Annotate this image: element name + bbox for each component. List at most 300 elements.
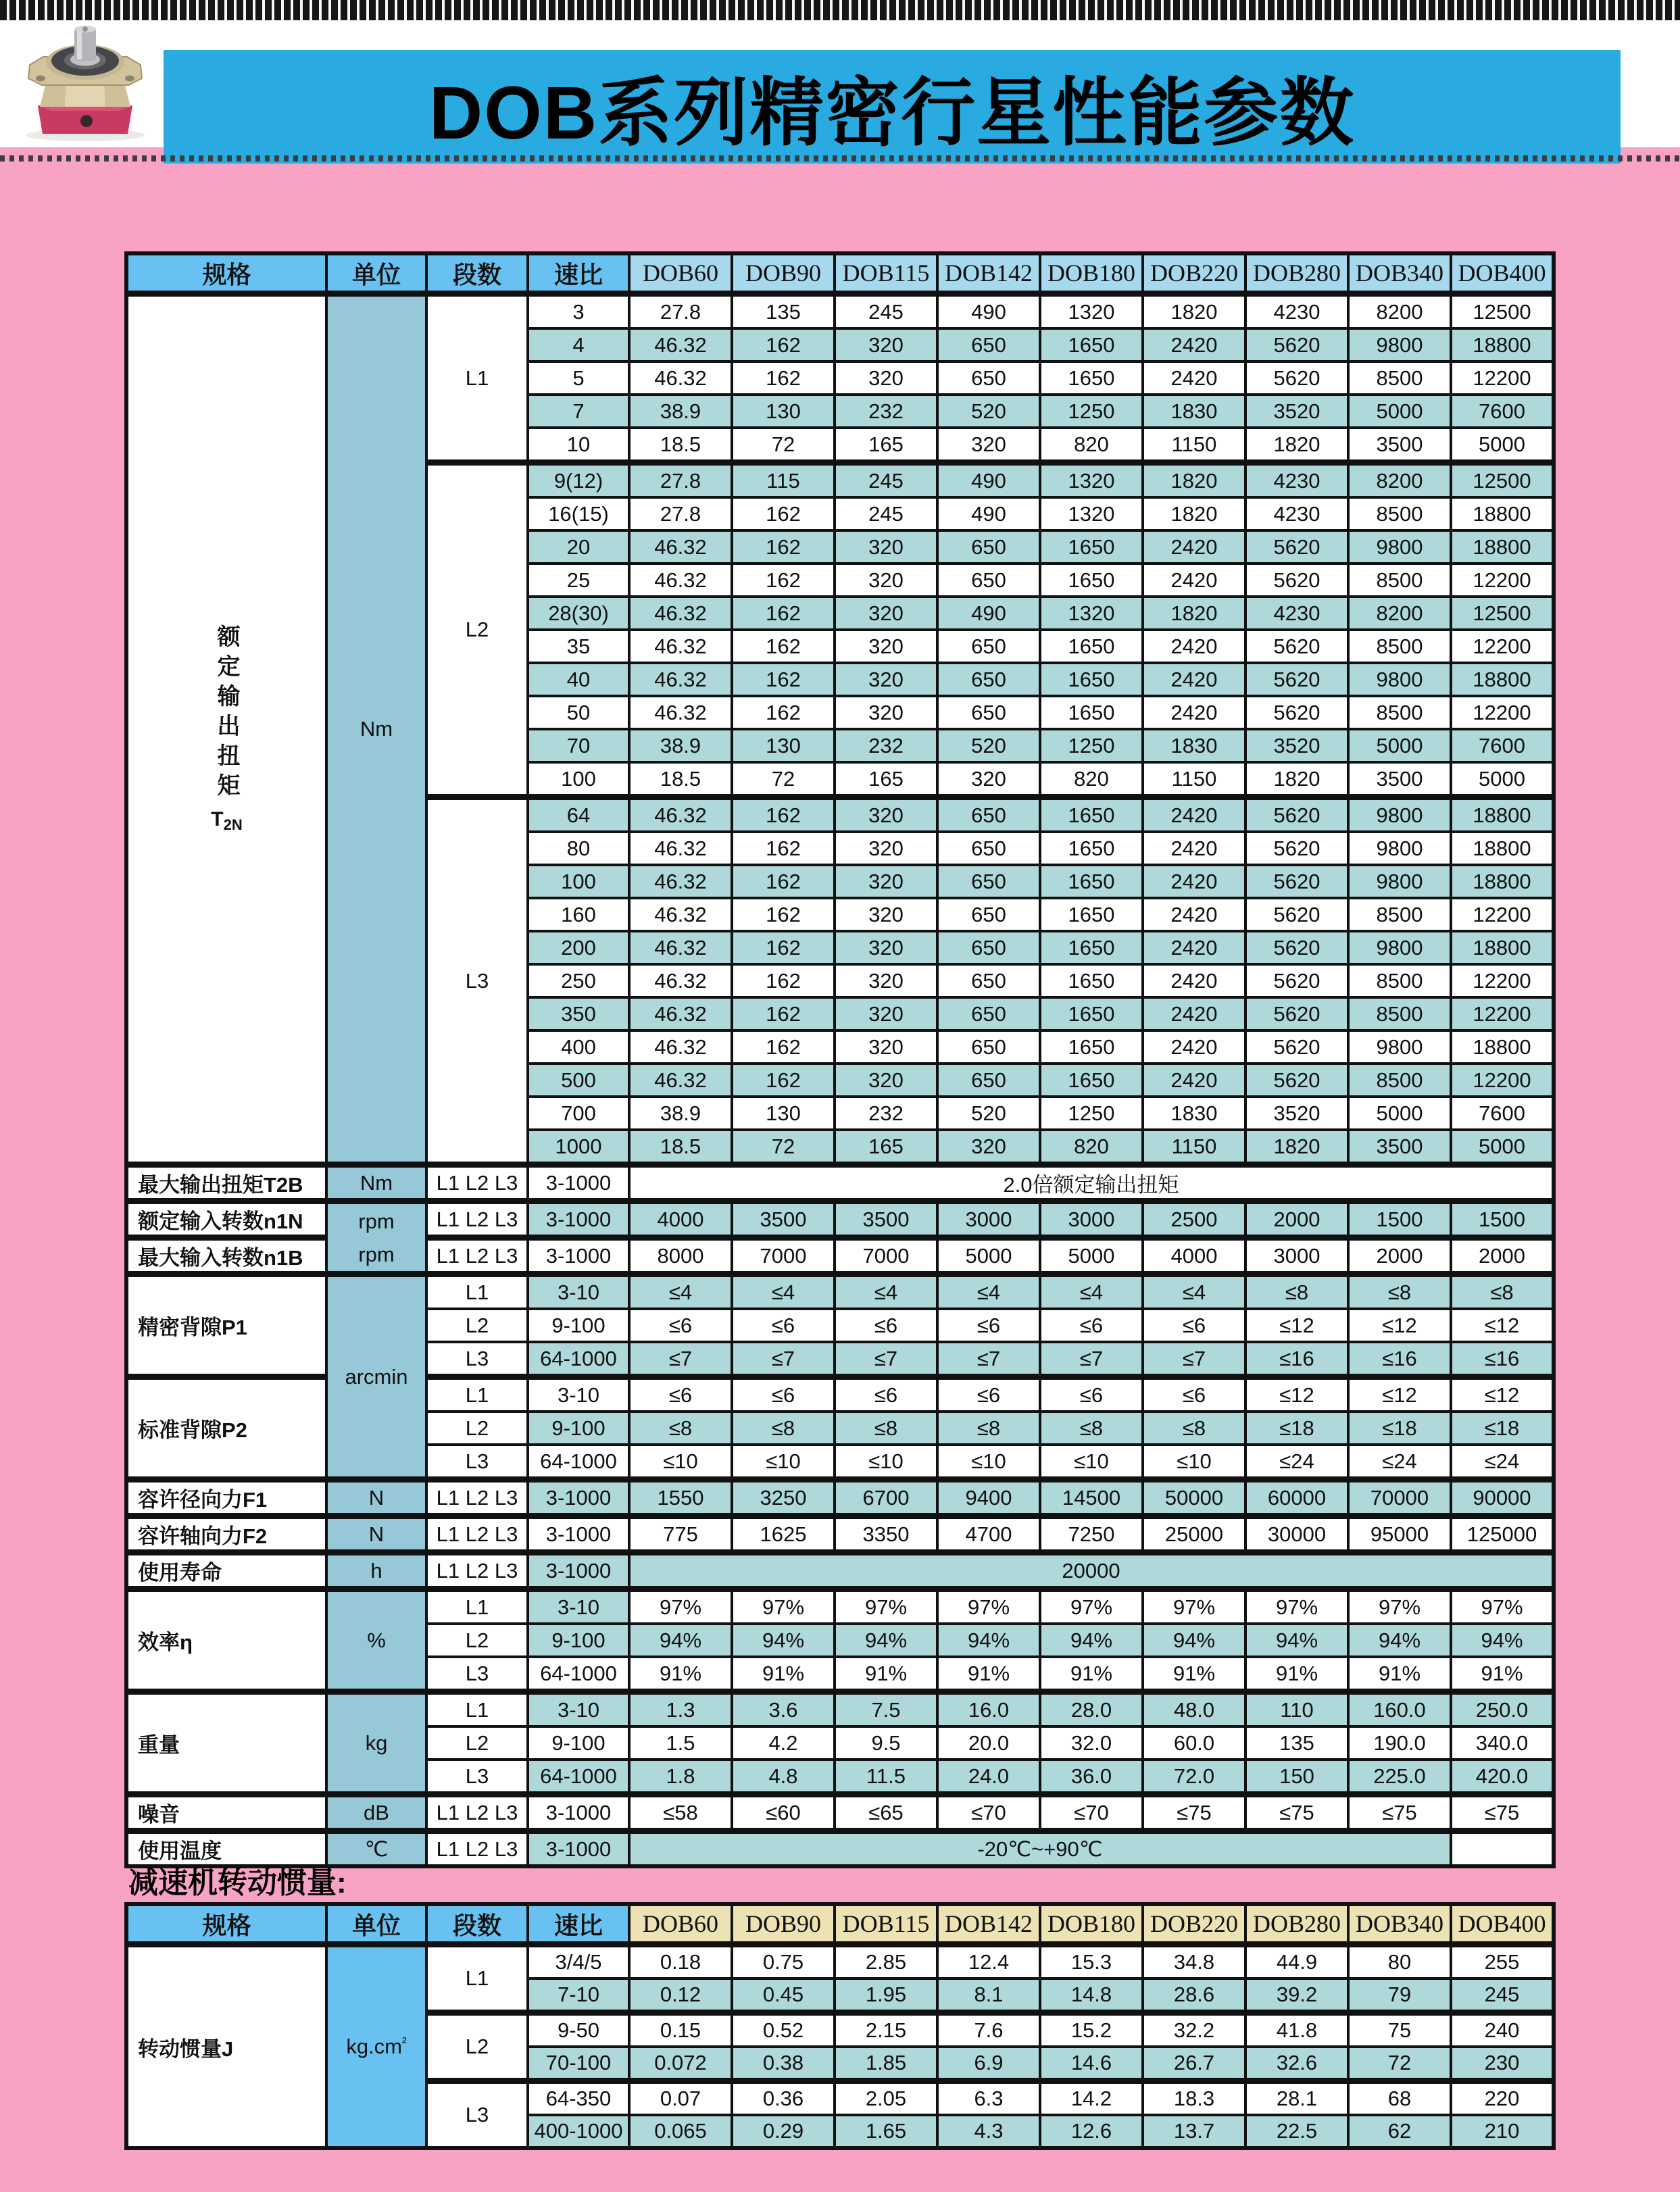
value-cell: 97%	[1451, 1589, 1554, 1624]
value-cell: 1820	[1245, 762, 1348, 797]
value-cell: 5620	[1245, 832, 1348, 865]
spec-row	[126, 1553, 1554, 1589]
value-cell: 32.2	[1143, 2013, 1245, 2047]
value-cell: 3500	[1348, 762, 1451, 797]
value-cell: ≤8	[937, 1412, 1040, 1445]
value-cell: 2000	[1348, 1238, 1451, 1274]
value-cell: ≤6	[732, 1309, 835, 1342]
value-cell: 7250	[1040, 1516, 1143, 1553]
stage-cell: L2	[426, 463, 528, 797]
value-cell: 2420	[1143, 630, 1245, 663]
value-cell: ≤16	[1348, 1342, 1451, 1377]
value-cell: ≤12	[1451, 1309, 1554, 1342]
value-cell: 60000	[1245, 1480, 1348, 1516]
value-cell: 3520	[1245, 1097, 1348, 1130]
value-cell: 91%	[732, 1657, 835, 1692]
value-cell: 46.32	[629, 797, 732, 832]
ratio-cell: 3-1000	[528, 1480, 629, 1516]
value-cell: 38.9	[629, 1097, 732, 1130]
col-header-spec: 规格	[126, 253, 326, 294]
spec-label-cell: 最大输出扭矩T2B	[126, 1165, 326, 1201]
value-cell: 1650	[1040, 931, 1143, 964]
value-cell: 0.36	[732, 2081, 835, 2116]
value-cell: 91%	[1451, 1657, 1554, 1692]
inertia-heading: 减速机转动惯量:	[128, 1866, 347, 1899]
ratio-cell: 400-1000	[528, 2115, 629, 2148]
value-cell: 245	[835, 294, 937, 329]
value-cell: 91%	[1040, 1657, 1143, 1692]
ratio-cell: 3/4/5	[528, 1945, 629, 1979]
ratio-cell: 50	[528, 696, 629, 729]
value-cell: 9.5	[835, 1726, 937, 1760]
spec-row	[126, 1201, 1554, 1238]
value-cell: ≤75	[1451, 1795, 1554, 1831]
value-cell: 18800	[1451, 530, 1554, 564]
value-cell: 1150	[1143, 428, 1245, 463]
col-header-model-dob400: DOB400	[1451, 253, 1554, 294]
value-cell: 2420	[1143, 564, 1245, 597]
col-header-model-dob400: DOB400	[1451, 1904, 1554, 1945]
value-cell: 5620	[1245, 865, 1348, 898]
value-cell: 4700	[937, 1516, 1040, 1553]
value-cell: 26.7	[1143, 2047, 1245, 2081]
value-cell: 12200	[1451, 1064, 1554, 1097]
inertia-table	[124, 1902, 1556, 2150]
value-cell: 8500	[1348, 1064, 1451, 1097]
col-header-unit: 单位	[326, 253, 426, 294]
stage-cell: L1	[426, 1274, 528, 1310]
ratio-cell: 100	[528, 762, 629, 797]
performance-table	[124, 251, 1556, 1868]
stage-cell: L1	[426, 1377, 528, 1412]
value-cell: 650	[937, 1064, 1040, 1097]
value-cell: 650	[937, 865, 1040, 898]
value-cell: 320	[835, 663, 937, 696]
value-cell: 46.32	[629, 997, 732, 1030]
spec-cell-rated-output-torque	[126, 294, 326, 1165]
value-cell: 820	[1040, 428, 1143, 463]
value-cell: 162	[732, 663, 835, 696]
value-cell: 5000	[1348, 395, 1451, 428]
ratio-cell: 4	[528, 328, 629, 362]
value-cell: 4230	[1245, 497, 1348, 530]
value-cell: 2420	[1143, 1030, 1245, 1064]
value-cell: 4000	[1143, 1238, 1245, 1274]
value-cell: ≤6	[835, 1309, 937, 1342]
value-cell: 1830	[1143, 729, 1245, 762]
value-cell: ≤6	[937, 1309, 1040, 1342]
span-value-cell: 20000	[629, 1553, 1554, 1589]
value-cell: 9800	[1348, 797, 1451, 832]
value-cell: 44.9	[1245, 1945, 1348, 1979]
value-cell: 38.9	[629, 395, 732, 428]
ratio-cell: 7-10	[528, 1978, 629, 2013]
value-cell: 97%	[1143, 1589, 1245, 1624]
value-cell: 135	[732, 294, 835, 329]
value-cell: 1320	[1040, 463, 1143, 498]
value-cell: 162	[732, 797, 835, 832]
spec-cell-inertia: 转动惯量J	[126, 1945, 326, 2149]
value-cell: 2000	[1245, 1201, 1348, 1238]
value-cell: 3250	[732, 1480, 835, 1516]
value-cell: 250.0	[1451, 1692, 1554, 1727]
value-cell: 320	[835, 597, 937, 630]
value-cell: 1.65	[835, 2115, 937, 2148]
value-cell: ≤4	[732, 1274, 835, 1310]
ratio-cell: 9-100	[528, 1412, 629, 1445]
stage-cell: L2	[426, 1309, 528, 1342]
value-cell: 162	[732, 497, 835, 530]
ratio-cell: 3-1000	[528, 1831, 629, 1867]
value-cell: 125000	[1451, 1516, 1554, 1553]
stage-cell: L3	[426, 1760, 528, 1795]
torque-symbol-t2n: $T_{2N}$	[211, 808, 243, 833]
value-cell: 320	[937, 428, 1040, 463]
value-cell: 650	[937, 564, 1040, 597]
value-cell: 9800	[1348, 1030, 1451, 1064]
value-cell: 94%	[1143, 1624, 1245, 1657]
col-header-unit: 单位	[326, 1904, 426, 1945]
value-cell: 5620	[1245, 530, 1348, 564]
value-cell: ≤7	[629, 1342, 732, 1377]
col-header-ratio: 速比	[528, 1904, 629, 1945]
value-cell: 5000	[1451, 428, 1554, 463]
stage-cell: L1	[426, 1692, 528, 1727]
value-cell: 18.5	[629, 1130, 732, 1165]
value-cell: 1650	[1040, 663, 1143, 696]
value-cell: 9400	[937, 1480, 1040, 1516]
value-cell: 8500	[1348, 696, 1451, 729]
value-cell: 12.6	[1040, 2115, 1143, 2148]
value-cell: 2420	[1143, 530, 1245, 564]
value-cell: 650	[937, 898, 1040, 931]
value-cell: 39.2	[1245, 1978, 1348, 2013]
value-cell: 1650	[1040, 797, 1143, 832]
value-cell: 1500	[1348, 1201, 1451, 1238]
unit-cell: rpm rpm	[326, 1201, 426, 1274]
header-row	[126, 1904, 1554, 1945]
value-cell: 490	[937, 294, 1040, 329]
value-cell: 1820	[1143, 463, 1245, 498]
value-cell: 650	[937, 997, 1040, 1030]
ratio-cell: 3-10	[528, 1274, 629, 1310]
col-header-model-dob340: DOB340	[1348, 253, 1451, 294]
value-cell: 46.32	[629, 696, 732, 729]
value-cell: 27.8	[629, 294, 732, 329]
value-cell: 46.32	[629, 832, 732, 865]
value-cell: 245	[835, 497, 937, 530]
value-cell: 1250	[1040, 1097, 1143, 1130]
ratio-cell: 200	[528, 931, 629, 964]
value-cell: 8200	[1348, 463, 1451, 498]
value-cell: ≤24	[1451, 1445, 1554, 1480]
value-cell: 110	[1245, 1692, 1348, 1727]
ratio-cell: 80	[528, 832, 629, 865]
value-cell: 14500	[1040, 1480, 1143, 1516]
value-cell: 340.0	[1451, 1726, 1554, 1760]
value-cell: 46.32	[629, 898, 732, 931]
value-cell: 320	[835, 832, 937, 865]
page-title: DOB系列精密行星性能参数	[428, 72, 1356, 155]
value-cell: 5000	[1451, 762, 1554, 797]
spec-label-cell: 使用寿命	[126, 1553, 326, 1589]
ratio-cell: 64-1000	[528, 1657, 629, 1692]
value-cell: 28.0	[1040, 1692, 1143, 1727]
value-cell: 36.0	[1040, 1760, 1143, 1795]
value-cell: 162	[732, 696, 835, 729]
spec-row	[126, 1480, 1554, 1516]
value-cell: 97%	[1040, 1589, 1143, 1624]
value-cell: 2.05	[835, 2081, 937, 2116]
value-cell: ≤65	[835, 1795, 937, 1831]
value-cell: 255	[1451, 1945, 1554, 1979]
value-cell: 18800	[1451, 1030, 1554, 1064]
unit-cell: kg	[326, 1692, 426, 1795]
span-value-cell: 2.0倍额定输出扭矩	[629, 1165, 1554, 1201]
value-cell: 48.0	[1143, 1692, 1245, 1727]
value-cell: 162	[732, 964, 835, 997]
value-cell: 130	[732, 1097, 835, 1130]
value-cell: 8500	[1348, 964, 1451, 997]
value-cell: ≤10	[732, 1445, 835, 1480]
value-cell: 91%	[937, 1657, 1040, 1692]
value-cell: 46.32	[629, 1030, 732, 1064]
value-cell: 75	[1348, 2013, 1451, 2047]
value-cell: 15.3	[1040, 1945, 1143, 1979]
value-cell: 20.0	[937, 1726, 1040, 1760]
value-cell: 8500	[1348, 362, 1451, 395]
value-cell: 1650	[1040, 1064, 1143, 1097]
stage-cell: L1 L2 L3	[426, 1831, 528, 1867]
value-cell: 320	[937, 762, 1040, 797]
value-cell: 5620	[1245, 696, 1348, 729]
value-cell: 0.07	[629, 2081, 732, 2116]
value-cell: 130	[732, 395, 835, 428]
value-cell: 3500	[1348, 1130, 1451, 1165]
stage-cell: L1 L2 L3	[426, 1480, 528, 1516]
value-cell: ≤16	[1451, 1342, 1554, 1377]
value-cell: 1.8	[629, 1760, 732, 1795]
col-header-ratio: 速比	[528, 253, 629, 294]
stage-cell: L1 L2 L3	[426, 1795, 528, 1831]
value-cell: 3500	[1348, 428, 1451, 463]
value-cell: 1820	[1143, 497, 1245, 530]
header-band	[0, 20, 1680, 155]
value-cell: 1500	[1451, 1201, 1554, 1238]
value-cell: 5000	[937, 1238, 1040, 1274]
value-cell: 70000	[1348, 1480, 1451, 1516]
value-cell: 9800	[1348, 865, 1451, 898]
value-cell: 91%	[835, 1657, 937, 1692]
value-cell: 62	[1348, 2115, 1451, 2148]
value-cell: 32.6	[1245, 2047, 1348, 2081]
value-cell: 3520	[1245, 395, 1348, 428]
span-value-cell: -20℃~+90℃	[629, 1831, 1451, 1867]
value-cell: 8000	[629, 1238, 732, 1274]
ratio-cell: 160	[528, 898, 629, 931]
value-cell: 520	[937, 729, 1040, 762]
spec-row	[126, 1795, 1554, 1831]
value-cell: 320	[835, 1030, 937, 1064]
value-cell: ≤12	[1348, 1309, 1451, 1342]
value-cell: 15.2	[1040, 2013, 1143, 2047]
value-cell: 18800	[1451, 865, 1554, 898]
value-cell: 2420	[1143, 997, 1245, 1030]
ratio-cell: 20	[528, 530, 629, 564]
value-cell: 97%	[629, 1589, 732, 1624]
value-cell: 94%	[937, 1624, 1040, 1657]
value-cell: 1.85	[835, 2047, 937, 2081]
value-cell: ≤8	[1245, 1274, 1348, 1310]
value-cell: 1.95	[835, 1978, 937, 2013]
value-cell: 4000	[629, 1201, 732, 1238]
value-cell: 320	[835, 530, 937, 564]
ratio-cell: 64-1000	[528, 1342, 629, 1377]
value-cell: ≤24	[1245, 1445, 1348, 1480]
value-cell: 18800	[1451, 663, 1554, 696]
value-cell: 5620	[1245, 328, 1348, 362]
value-cell: 2420	[1143, 663, 1245, 696]
value-cell: 7600	[1451, 395, 1554, 428]
value-cell: 2420	[1143, 362, 1245, 395]
value-cell: 320	[937, 1130, 1040, 1165]
ratio-cell: 3-1000	[528, 1201, 629, 1238]
value-cell: 1625	[732, 1516, 835, 1553]
value-cell: 165	[835, 762, 937, 797]
value-cell: 18800	[1451, 832, 1554, 865]
value-cell: 520	[937, 1097, 1040, 1130]
value-cell: 72	[1348, 2047, 1451, 2081]
value-cell: 650	[937, 931, 1040, 964]
value-cell: 46.32	[629, 663, 732, 696]
value-cell: 46.32	[629, 865, 732, 898]
col-header-stages: 段数	[426, 253, 528, 294]
value-cell: ≤4	[1143, 1274, 1245, 1310]
stage-cell: L1 L2 L3	[426, 1201, 528, 1238]
value-cell: ≤6	[732, 1377, 835, 1412]
stage-cell: L3	[426, 797, 528, 1165]
col-header-model-dob115: DOB115	[835, 1904, 937, 1945]
value-cell: ≤4	[937, 1274, 1040, 1310]
value-cell: 650	[937, 696, 1040, 729]
unit-cell: Nm	[326, 294, 426, 1165]
value-cell: 8500	[1348, 898, 1451, 931]
value-cell: 72	[732, 762, 835, 797]
value-cell: 820	[1040, 1130, 1143, 1165]
col-header-stages: 段数	[426, 1904, 528, 1945]
value-cell: 0.15	[629, 2013, 732, 2047]
spec-row	[126, 1589, 1554, 1624]
value-cell: ≤6	[629, 1309, 732, 1342]
value-cell: ≤7	[1040, 1342, 1143, 1377]
value-cell: ≤18	[1245, 1412, 1348, 1445]
spec-label-cell: 标准背隙P2	[126, 1377, 326, 1480]
col-header-model-dob60: DOB60	[629, 1904, 732, 1945]
value-cell: 3000	[1040, 1201, 1143, 1238]
value-cell: 320	[835, 964, 937, 997]
spec-row	[126, 1165, 1554, 1201]
value-cell: 2420	[1143, 832, 1245, 865]
value-cell: 650	[937, 530, 1040, 564]
value-cell: 420.0	[1451, 1760, 1554, 1795]
value-cell: 8200	[1348, 294, 1451, 329]
spec-label-cell: 容许径向力F1	[126, 1480, 326, 1516]
value-cell: 9800	[1348, 530, 1451, 564]
value-cell: 1320	[1040, 497, 1143, 530]
value-cell: 5620	[1245, 630, 1348, 663]
stage-cell: L3	[426, 1342, 528, 1377]
col-header-model-dob180: DOB180	[1040, 253, 1143, 294]
value-cell: 68	[1348, 2081, 1451, 2116]
value-cell: ≤6	[1040, 1309, 1143, 1342]
value-cell: 13.7	[1143, 2115, 1245, 2148]
value-cell: 5620	[1245, 1030, 1348, 1064]
value-cell: 230	[1451, 2047, 1554, 2081]
ratio-cell: 3-10	[528, 1377, 629, 1412]
value-cell: 14.2	[1040, 2081, 1143, 2116]
value-cell: 46.32	[629, 931, 732, 964]
value-cell: 1650	[1040, 630, 1143, 663]
value-cell: 5620	[1245, 1064, 1348, 1097]
stage-cell: L1 L2 L3	[426, 1238, 528, 1274]
value-cell: 5620	[1245, 898, 1348, 931]
value-cell: 1820	[1143, 597, 1245, 630]
col-header-model-dob340: DOB340	[1348, 1904, 1451, 1945]
value-cell: 165	[835, 428, 937, 463]
value-cell: 80	[1348, 1945, 1451, 1979]
value-cell: 1650	[1040, 1030, 1143, 1064]
value-cell: ≤6	[629, 1377, 732, 1412]
value-cell: ≤4	[629, 1274, 732, 1310]
value-cell: 320	[835, 865, 937, 898]
value-cell: 24.0	[937, 1760, 1040, 1795]
value-cell: 38.9	[629, 729, 732, 762]
value-cell: 28.1	[1245, 2081, 1348, 2116]
value-cell: 162	[732, 865, 835, 898]
value-cell: 12.4	[937, 1945, 1040, 1979]
value-cell: ≤7	[835, 1342, 937, 1377]
value-cell: 94%	[835, 1624, 937, 1657]
value-cell: 162	[732, 328, 835, 362]
value-cell: 7600	[1451, 729, 1554, 762]
value-cell: 0.38	[732, 2047, 835, 2081]
value-cell: ≤8	[1143, 1412, 1245, 1445]
value-cell: 60.0	[1143, 1726, 1245, 1760]
value-cell: 115	[732, 463, 835, 498]
value-cell: ≤7	[732, 1342, 835, 1377]
value-cell: 650	[937, 663, 1040, 696]
value-cell: 25000	[1143, 1516, 1245, 1553]
value-cell: 72	[732, 1130, 835, 1165]
value-cell: 46.32	[629, 362, 732, 395]
value-cell: 46.32	[629, 964, 732, 997]
value-cell: ≤12	[1245, 1377, 1348, 1412]
value-cell: 4230	[1245, 597, 1348, 630]
value-cell: 72	[732, 428, 835, 463]
value-cell: 46.32	[629, 630, 732, 663]
value-cell: 320	[835, 328, 937, 362]
value-cell: ≤8	[732, 1412, 835, 1445]
value-cell: 94%	[1040, 1624, 1143, 1657]
col-header-model-dob220: DOB220	[1143, 253, 1245, 294]
value-cell: 5620	[1245, 964, 1348, 997]
ratio-cell: 28(30)	[528, 597, 629, 630]
value-cell: 18800	[1451, 931, 1554, 964]
unit-cell: dB	[326, 1795, 426, 1831]
ratio-cell: 64	[528, 797, 629, 832]
value-cell: ≤75	[1245, 1795, 1348, 1831]
stage-cell: L1 L2 L3	[426, 1516, 528, 1553]
